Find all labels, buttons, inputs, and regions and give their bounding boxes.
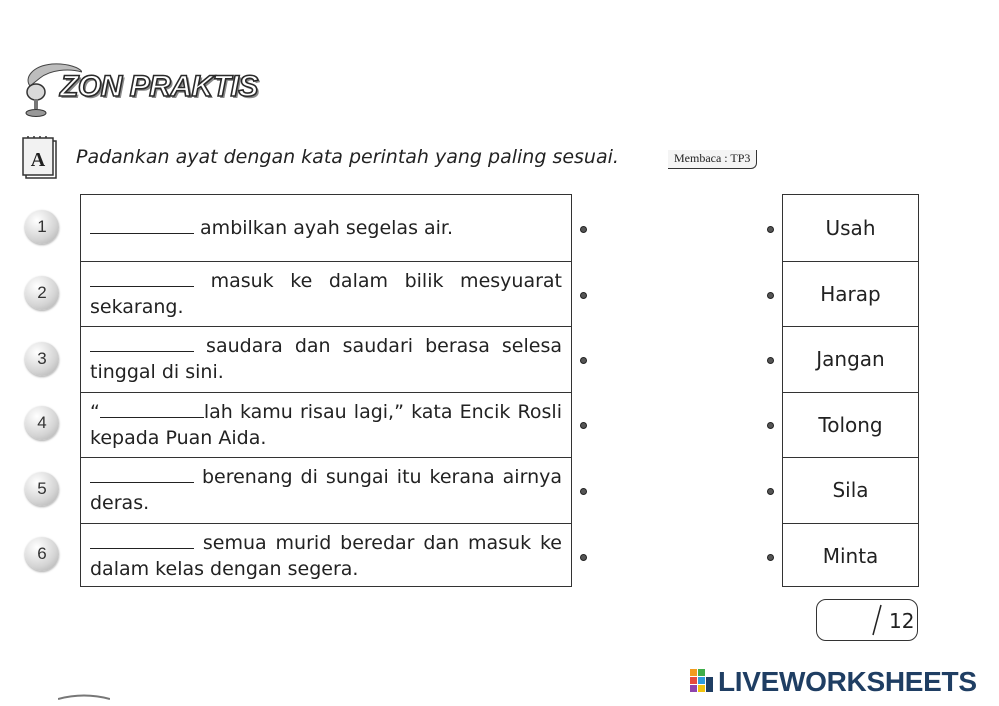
sentence-dot-5[interactable]: [580, 488, 587, 495]
answer-word: Minta: [783, 523, 918, 589]
sentence-row: [81, 523, 571, 589]
answer-table: [782, 194, 919, 587]
answer-dot-4[interactable]: [767, 422, 774, 429]
answer-word: Jangan: [783, 326, 918, 392]
answer-dot-1[interactable]: [767, 226, 774, 233]
answer-word: Sila: [783, 457, 918, 523]
answer-dot-6[interactable]: [767, 554, 774, 561]
logo-title: ZON PRAKTIS: [60, 70, 258, 103]
sentence-row: [81, 261, 571, 327]
zon-praktis-logo: [22, 58, 302, 120]
sentence-row: [81, 195, 571, 261]
sentence-dot-3[interactable]: [580, 357, 587, 364]
answer-word: Usah: [825, 215, 876, 240]
page-edge-mark: [58, 694, 110, 700]
blank-line: [90, 333, 194, 352]
watermark-text: LIVEWORKSHEETS: [718, 666, 977, 697]
score-total: 12: [889, 609, 915, 633]
question-number-2: 2: [25, 276, 59, 310]
sentence-dot-1[interactable]: [580, 226, 587, 233]
sentence-dot-4[interactable]: [580, 422, 587, 429]
question-number-6: 6: [25, 537, 59, 571]
question-number-4: 4: [25, 406, 59, 440]
skill-tag: Membaca : TP3: [668, 150, 757, 169]
blank-line: [90, 215, 194, 234]
sentence-row: [81, 457, 571, 523]
liveworksheets-logo-icon: [690, 669, 714, 693]
section-letter: A: [30, 149, 46, 171]
sentence-row: [81, 392, 571, 458]
sentence-dot-2[interactable]: [580, 292, 587, 299]
answer-word: Tolong: [783, 392, 918, 458]
sentence-text: saudara dan saudari berasa selesa tinggal di sini.: [90, 335, 562, 384]
question-number-3: 3: [25, 342, 59, 376]
sentence-dot-6[interactable]: [580, 554, 587, 561]
answer-dot-3[interactable]: [767, 357, 774, 364]
blank-line: [90, 268, 194, 287]
sentence-text: berenang di sungai itu kerana airnya deras.: [90, 466, 562, 515]
answer-dot-2[interactable]: [767, 292, 774, 299]
blank-line: [90, 464, 194, 483]
sentence-text: masuk ke dalam bilik mesyuarat sekarang.: [90, 269, 562, 318]
answer-word: Harap: [783, 261, 918, 327]
sentence-text: semua murid beredar dan masuk ke dalam kelas dengan segera.: [90, 531, 562, 580]
question-number-1: 1: [25, 210, 59, 244]
blank-line: [90, 530, 194, 549]
question-number-5: 5: [25, 472, 59, 506]
score-box: [816, 599, 918, 641]
slash-divider: [871, 604, 883, 636]
instruction-text: Padankan ayat dengan kata perintah yang paling sesuai.: [76, 146, 619, 168]
answer-dot-5[interactable]: [767, 488, 774, 495]
sentence-table: [80, 194, 572, 587]
blank-line: [100, 399, 204, 418]
sentence-text: “ lah kamu risau lagi,” kata Encik Rosli kepada Puan Aida.: [90, 400, 562, 449]
sentence-row: [81, 326, 571, 392]
sentence-text: ambilkan ayah segelas air.: [90, 215, 562, 241]
section-a-icon: [22, 136, 58, 180]
